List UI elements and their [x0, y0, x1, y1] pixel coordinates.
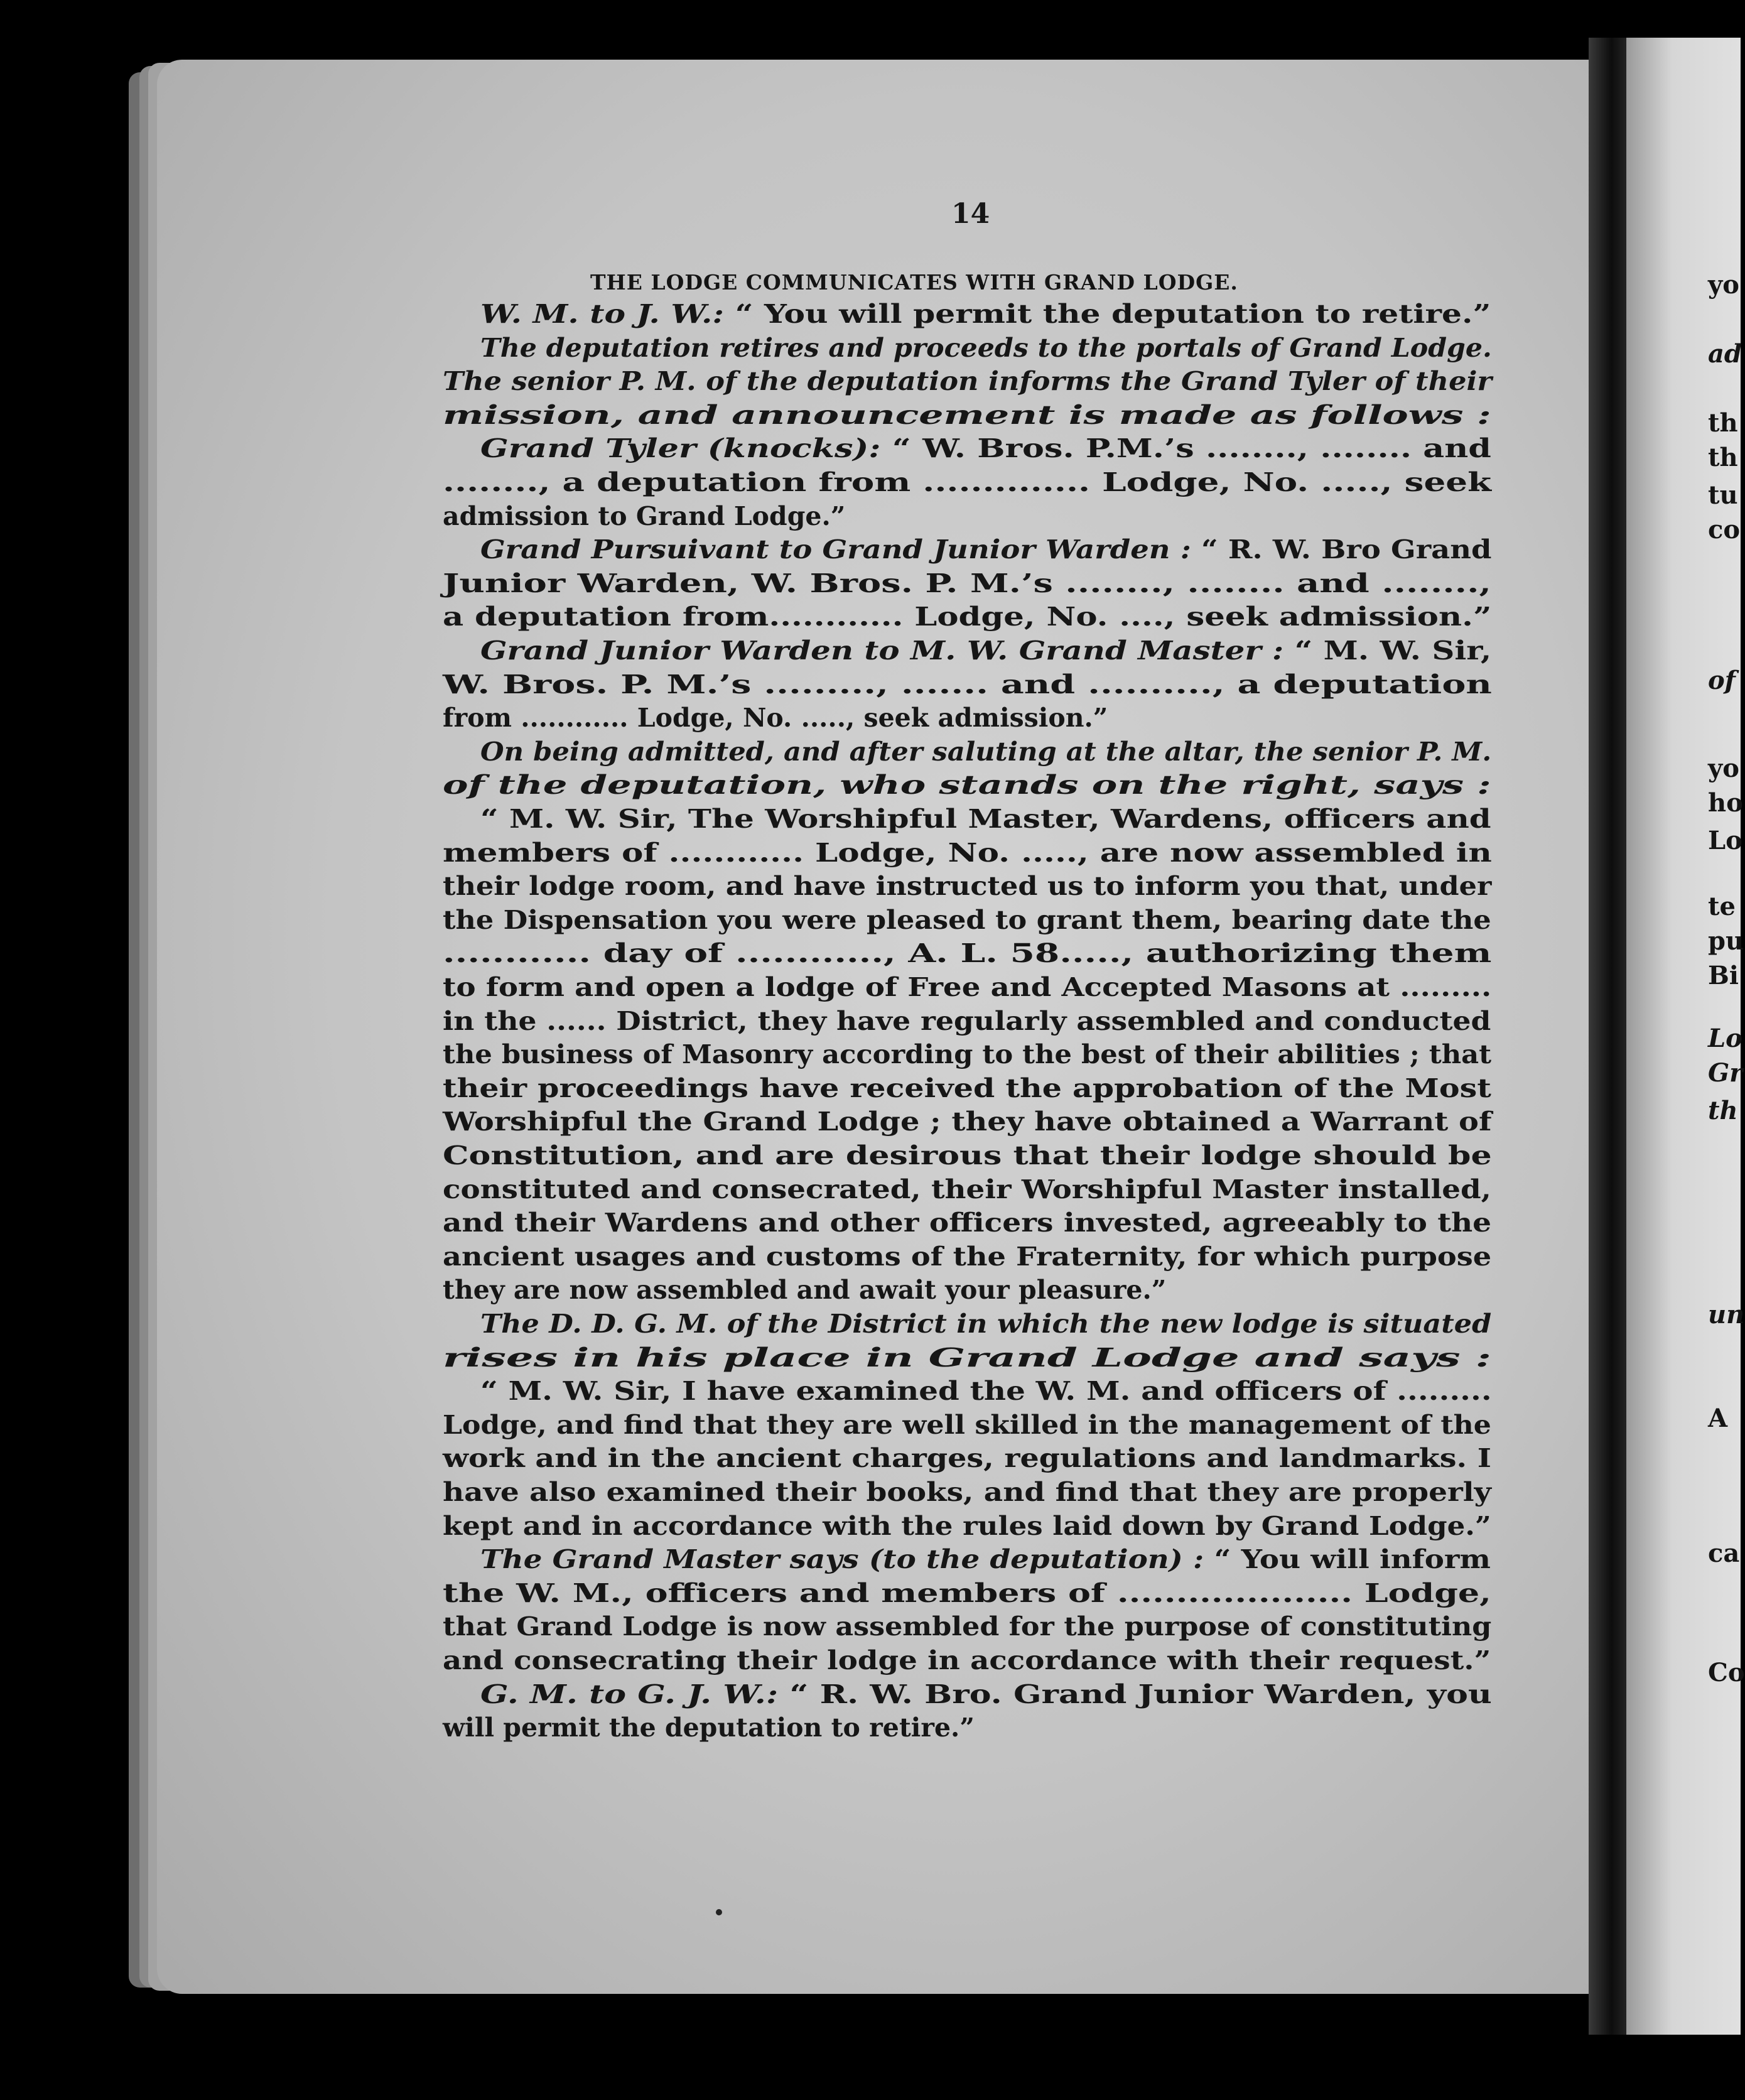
text-line: “ M. W. Sir, The Worshipful Master, Wardens, officers and [480, 804, 1491, 834]
text-line: members of ............ Lodge, No. ....., are now assembled in [443, 838, 1492, 868]
facing-page-fragment: yo [1708, 270, 1739, 300]
text-line: W. Bros. P. M.’s ........., ....... and .........., a deputation [443, 669, 1492, 700]
text-line: Junior Warden, W. Bros. P. M.’s ........, ........ and ........, [443, 568, 1491, 598]
text-line: Constitution, and are desirous that their lodge should be [443, 1140, 1492, 1171]
text-line: “ M. W. Sir, I have examined the W. M. and officers of ......... [480, 1376, 1492, 1406]
roman-run: “ You will inform [1204, 1544, 1491, 1574]
facing-page-fragment: of [1708, 666, 1736, 695]
facing-page-fragment: ad [1708, 339, 1742, 369]
text-line [480, 638, 1491, 664]
text-line: the W. M., officers and members of .................... Lodge, [443, 1578, 1491, 1608]
facing-page-fragment: th [1708, 1096, 1738, 1125]
text-line: ............ day of ............, A. L. 58....., authorizing them [443, 938, 1492, 968]
text-line: their proceedings have received the approbation of the Most [443, 1073, 1491, 1103]
text-line: a deputation from............ Lodge, No. ...., seek admission.” [443, 602, 1492, 632]
text-line: admission to Grand Lodge.” [443, 501, 846, 531]
text-line: they are now assembled and await your pleasure.” [443, 1275, 1167, 1305]
text-line: Lodge, and find that they are well skilled in the management of the [443, 1410, 1491, 1440]
text-line: that Grand Lodge is now assembled for the purpose of constituting [443, 1611, 1492, 1642]
facing-page-fragment: th [1708, 443, 1738, 472]
text-line: The D. D. G. M. of the District in which the new lodge is situated [480, 1309, 1492, 1339]
roman-run: “ You will permit the deputation to retire.” [724, 299, 1491, 329]
facing-page-fragment: yo [1708, 754, 1739, 783]
italic-run: G. M. to G. J. W.: [480, 1679, 779, 1709]
text-line: The deputation retires and proceeds to the portals of Grand Lodge. [480, 333, 1492, 363]
text-line: from ............ Lodge, No. ....., seek admission.” [443, 703, 1108, 733]
italic-run: Grand Pursuivant to Grand Junior Warden : [480, 534, 1191, 565]
facing-page-fragment: Gr [1708, 1058, 1743, 1088]
text-line [480, 1544, 1491, 1574]
text-line: ........, a deputation from .............. Lodge, No. ....., seek [443, 467, 1492, 497]
italic-run: Grand Junior Warden to M. W. Grand Master : [480, 636, 1284, 666]
facing-page-fragment: un [1708, 1300, 1745, 1329]
text-line: and their Wardens and other officers invested, agreeably to the [443, 1208, 1492, 1238]
text-line [480, 433, 1491, 463]
text-line: of the deputation, who stands on the right, says : [443, 770, 1491, 800]
text-line [480, 1679, 1492, 1709]
text-line: the Dispensation you were pleased to grant them, bearing date the [443, 905, 1491, 935]
text-line: Worshipful the Grand Lodge ; they have obtained a Warrant of [443, 1107, 1492, 1137]
section-heading: THE LODGE COMMUNICATES WITH GRAND LODGE. [590, 270, 1238, 295]
text-line: in the ...... District, they have regularly assembled and conducted [443, 1006, 1491, 1036]
text-line: constituted and consecrated, their Worshipful Master installed, [443, 1174, 1491, 1204]
facing-page-fragment: A [1708, 1404, 1728, 1433]
italic-run: W. M. to J. W.: [480, 299, 725, 329]
text-line: ancient usages and customs of the Fraternity, for which purpose [443, 1242, 1492, 1272]
facing-page-fragment: co [1708, 515, 1741, 544]
text-line: have also examined their books, and find that they are properly [443, 1477, 1491, 1507]
text-line: work and in the ancient charges, regulations and landmarks. I [443, 1443, 1491, 1473]
facing-page-fragment: te [1708, 892, 1736, 921]
text-line [480, 301, 1491, 327]
page-number: 14 [951, 198, 990, 230]
text-line: to form and open a lodge of Free and Accepted Masons at ......... [443, 972, 1492, 1002]
facing-page-fragment: pu [1708, 926, 1744, 956]
italic-run: Grand Tyler (knocks): [480, 433, 881, 463]
roman-run: “ R. W. Bro. Grand Junior Warden, you [778, 1679, 1492, 1709]
roman-run: “ R. W. Bro Grand [1191, 534, 1492, 565]
text-line: their lodge room, and have instructed us to inform you that, under [443, 871, 1492, 901]
text-line: On being admitted, and after saluting at the altar, the senior P. M. [480, 737, 1492, 767]
facing-page-fragment: Bi [1708, 961, 1739, 990]
facing-page-fragment: th [1708, 408, 1738, 438]
text-line: the business of Masonry according to the best of their abilities ; that [443, 1039, 1492, 1069]
roman-run: “ W. Bros. P.M.’s ........, ........ and [880, 433, 1491, 463]
text-line: rises in his place in Grand Lodge and says : [443, 1343, 1491, 1373]
text-line: The senior P. M. of the deputation informs the Grand Tyler of their [443, 366, 1492, 396]
facing-page-fragment: tu [1708, 480, 1738, 510]
text-line: and consecrating their lodge in accordance with their request.” [443, 1645, 1491, 1675]
facing-page-fragment: ca [1708, 1539, 1740, 1568]
text-line [480, 534, 1492, 565]
text-line: mission, and announcement is made as follows : [443, 400, 1491, 430]
facing-page-fragment: Lo [1708, 826, 1742, 855]
text-line: kept and in accordance with the rules laid down by Grand Lodge.” [443, 1511, 1491, 1541]
facing-page-fragment: Co [1708, 1658, 1745, 1687]
roman-run: “ M. W. Sir, [1283, 636, 1492, 666]
facing-page-fragment: Lo [1708, 1024, 1742, 1053]
italic-run: The Grand Master says (to the deputation) : [480, 1544, 1204, 1574]
ink-spot [716, 1909, 722, 1915]
text-line: will permit the deputation to retire.” [443, 1713, 975, 1743]
facing-page-fragment: ho [1708, 788, 1743, 818]
